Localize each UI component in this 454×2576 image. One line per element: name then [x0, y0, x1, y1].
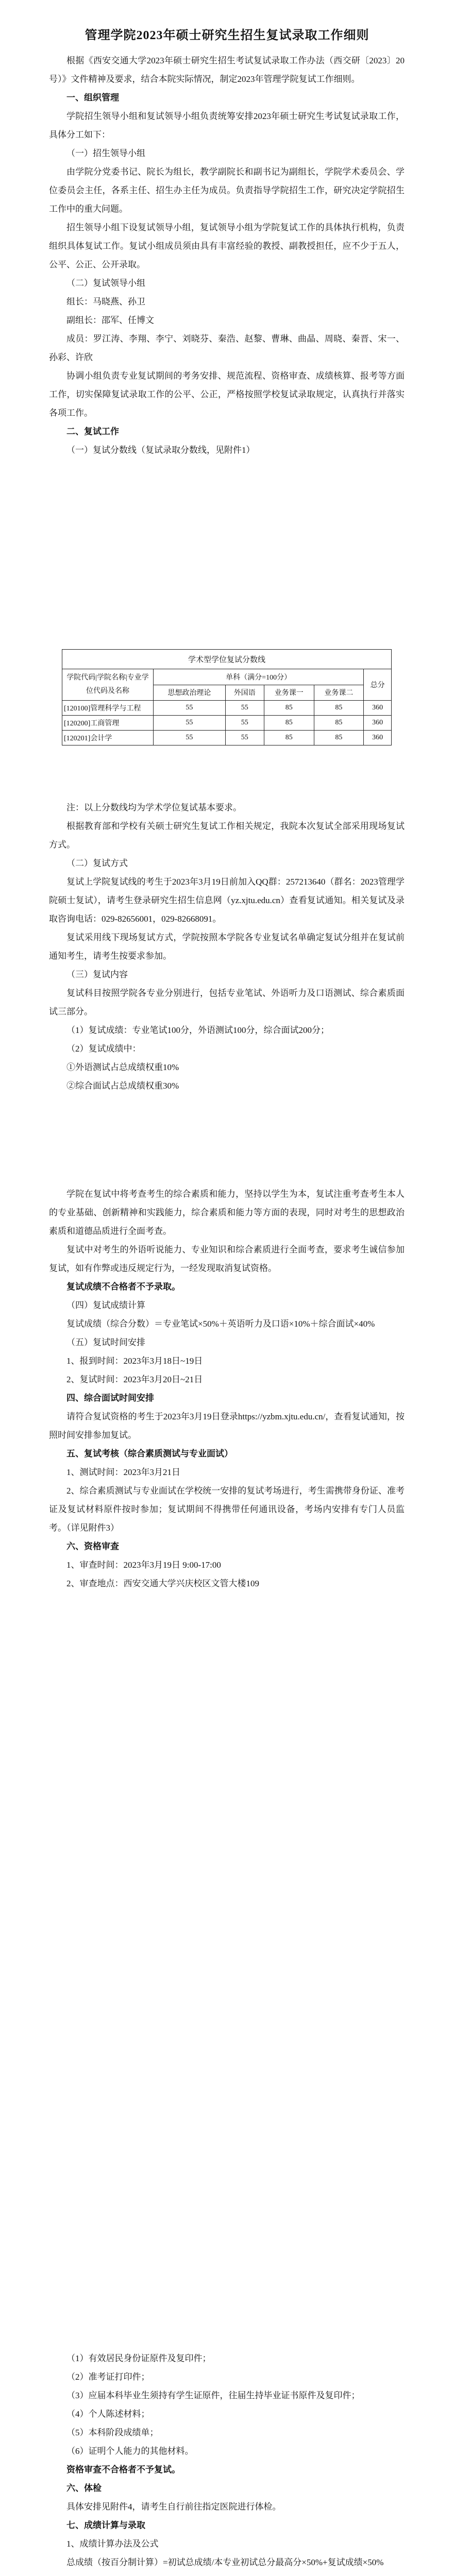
table-head-language: 外国语: [225, 685, 264, 701]
heading-organization: 一、组织管理: [66, 93, 119, 103]
bold-note: 复试成绩不合格者不予录取。: [66, 1282, 180, 1292]
score-table: [62, 649, 392, 745]
list-item: （3）应届本科毕业生须持有学生证原件，往届生持毕业证书原件及复印件；: [66, 2391, 360, 2400]
subheading: （二）复试领导小组: [66, 278, 145, 288]
list-item: （1）有效居民身份证原件及复印件；: [66, 2353, 211, 2363]
paragraph: 请符合复试资格的考生于2023年3月19日登录https://yzbm.xjtu.edu.cn/，查看复试通知，按照时间安排参加复试。: [49, 1412, 405, 1440]
list-item: ②综合面试占总成绩权重30%: [66, 1081, 179, 1091]
paragraph: 学院在复试中将考查考生的综合素质和能力，坚持以学生为本，复试注重考查考生本人的专业基础、创新精神和实践能力，综合素质和能力等方面的表现，同时对考生的思想政治素质和道德品质进行全面考查。: [49, 1189, 405, 1236]
members-line: 成员：罗江涛、李翔、李宁、刘晓芬、秦浩、赵黎、曹琳、曲晶、周晓、秦晋、宋一、孙彩、许欣: [49, 334, 405, 362]
table-head-politics: 思想政治理论: [154, 685, 226, 701]
paragraph: 复试上学院复试线的考生于2023年3月19日前加入QQ群：257213640（群名：2023管理学院硕士复试），请考生登录研究生招生信息网（yz.xjtu.edu.cn）查看复试通知。相关复试及录取咨询电话：029-82656001，029-82668091。: [49, 877, 405, 924]
paragraph: 根据教育部和学校有关硕士研究生复试工作相关规定，我院本次复试全部采用现场复试方式。: [49, 821, 405, 850]
table-cell: [120100]管理科学与工程: [62, 701, 154, 716]
subheading: （一）复试分数线（复试录取分数线，见附件1）: [66, 445, 255, 455]
paragraph: 学院招生领导小组和复试领导小组负责统筹安排2023年硕士研究生考试复试录取工作，具体分工如下：: [49, 111, 405, 140]
table-head-total: 总分: [364, 669, 392, 701]
heading-physical: 六、体检: [66, 2483, 102, 2493]
list-item: （6）证明个人能力的其他材料。: [66, 2446, 194, 2456]
intro-paragraph: 根据《西安交通大学2023年硕士研究生招生考试复试录取工作办法（西交研〔2023〕20号）》文件精神及要求，结合本院实际情况，制定2023年管理学院复试工作细则。: [49, 56, 405, 84]
table-cell: 55: [225, 701, 264, 716]
paragraph: [49, 2572, 405, 2576]
table-head-program: 学院代码|学院名称|专业学位代码及名称: [62, 669, 154, 701]
subheading: （二）复试方式: [66, 858, 128, 868]
table-cell: 85: [314, 731, 364, 745]
paragraph: 由学院分党委书记、院长为组长，教学副院长和副书记为副组长，学院学术委员会、学位委员会主任，各系主任、招生办主任为成员。负责指导学院招生工作，研究决定学院招生工作中的重大问题。: [49, 167, 405, 214]
heading-assessment: 五、复试考核（综合素质测试与专业面试）: [66, 1449, 233, 1459]
section-intro: [49, 52, 405, 460]
paragraph: 复试采用线下现场复试方式，学院按照本学院各专业复试名单确定复试分组并在复试前通知考生，请考生按要求参加。: [49, 933, 405, 961]
score-table-section: [49, 649, 405, 745]
table-cell: 85: [264, 716, 314, 731]
table-cell: 85: [264, 731, 314, 745]
paragraph: 具体安排见附件4，请考生自行前往指定医院进行体检。: [66, 2502, 281, 2512]
paragraph: 复试科目按照学院各专业分别进行，包括专业笔试、外语听力及口语测试、综合素质面试三部分。: [49, 988, 405, 1016]
paragraph: 2、审查地点：西安交通大学兴庆校区文管大楼109: [66, 1579, 259, 1588]
list-item: （2）复试成绩中：: [66, 1044, 141, 1054]
paragraph: 1、测试时间：2023年3月21日: [66, 1467, 180, 1477]
table-cell: 85: [314, 716, 364, 731]
subheading: （三）复试内容: [66, 970, 128, 979]
paragraph: 1、成绩计算办法及公式: [66, 2539, 159, 2549]
table-cell: 85: [314, 701, 364, 716]
list-item: ①外语测试占总成绩权重10%: [66, 1062, 179, 1072]
table-row: [62, 716, 392, 731]
time-line: 1、报到时间：2023年3月18日~19日: [66, 1356, 203, 1366]
section-retest-details: [49, 799, 405, 1095]
time-line: 2、复试时间：2023年3月20日~21日: [66, 1375, 203, 1384]
list-item: （1）复试成绩：专业笔试100分，外语测试100分，综合面试200分；: [66, 1025, 329, 1035]
subheading: （四）复试成绩计算: [66, 1300, 145, 1310]
paragraph: 协调小组负责专业复试期间的考务安排、规范流程、资格审查、成绩核算、报考等方面工作，切实保障复试录取工作的公平、公正，严格按照学校复试录取规定，认真执行并落实各项工作。: [49, 371, 405, 418]
heading-interview: 四、综合面试时间安排: [66, 1393, 154, 1403]
document-title: 管理学院2023年硕士研究生招生复试录取工作细则: [85, 29, 369, 42]
table-cell: 360: [364, 701, 392, 716]
heading-scoring: 七、成绩计算与录取: [66, 2520, 145, 2530]
table-head-course2: 业务课二: [314, 685, 364, 701]
table-cell: [120200]工商管理: [62, 716, 154, 731]
paragraph: 复试中对考生的外语听说能力、专业知识和综合素质进行全面考查，要求考生诚信参加复试，如有作弊或违反规定行为，一经发现取消复试资格。: [49, 1245, 405, 1273]
table-head-group: 单科（满分=100分）: [154, 669, 364, 685]
table-cell: 360: [364, 731, 392, 745]
table-row: [62, 701, 392, 716]
leader-line: 组长：马晓燕、孙卫: [66, 297, 145, 307]
bold-note: 资格审查不合格者不予复试。: [66, 2465, 180, 2475]
list-item: （2）准考证打印件；: [66, 2372, 150, 2382]
paragraph: 招生领导小组下设复试领导小组，复试领导小组为学院复试工作的具体执行机构，负责组织具体复试工作。复试小组成员须由具有丰富经验的教授、副教授担任，应不少于五人，公平、公正、公开录取。: [49, 223, 405, 269]
table-cell: 55: [154, 716, 226, 731]
table-cell: 55: [154, 701, 226, 716]
formula: 总成绩（按百分制计算）=初试总成绩/本专业初试总分最高分×50%+复试成绩×50%: [66, 2557, 384, 2567]
table-head-course1: 业务课一: [264, 685, 314, 701]
list-item: （4）个人陈述材料；: [66, 2409, 150, 2419]
heading-retest: 二、复试工作: [66, 427, 119, 436]
table-cell: 360: [364, 716, 392, 731]
section-assessment: [49, 1185, 405, 1593]
formula: 复试成绩（综合分数）＝专业笔试×50%＋英语听力及口语×10%＋综合面试×40%: [66, 1319, 375, 1329]
paragraph: 2、综合素质测试与专业面试在学校统一安排的复试考场进行，考生需携带身份证、准考证及复试材料原件按时参加；复试期间不得携带任何通讯设备，考场内安排有专门人员监考。（详见附件3）: [49, 1486, 405, 1533]
subheading: （五）复试时间安排: [66, 1337, 145, 1347]
table-row: [62, 731, 392, 745]
deputy-line: 副组长：邵军、任博文: [66, 315, 154, 325]
table-cell: 85: [264, 701, 314, 716]
table-cell: [120201]会计学: [62, 731, 154, 745]
table-caption: 学术型学位复试分数线: [62, 650, 392, 669]
section-documents: [49, 2349, 405, 2576]
table-cell: 55: [225, 731, 264, 745]
subheading: （一）招生领导小组: [66, 148, 145, 158]
list-item: （5）本科阶段成绩单；: [66, 2428, 159, 2437]
table-cell: 55: [225, 716, 264, 731]
table-note: 注：以上分数线均为学术学位复试基本要求。: [66, 803, 242, 812]
paragraph: 1、审查时间：2023年3月19日 9:00-17:00: [66, 1560, 221, 1570]
heading-qualification: 六、资格审查: [66, 1541, 119, 1551]
table-cell: 55: [154, 731, 226, 745]
